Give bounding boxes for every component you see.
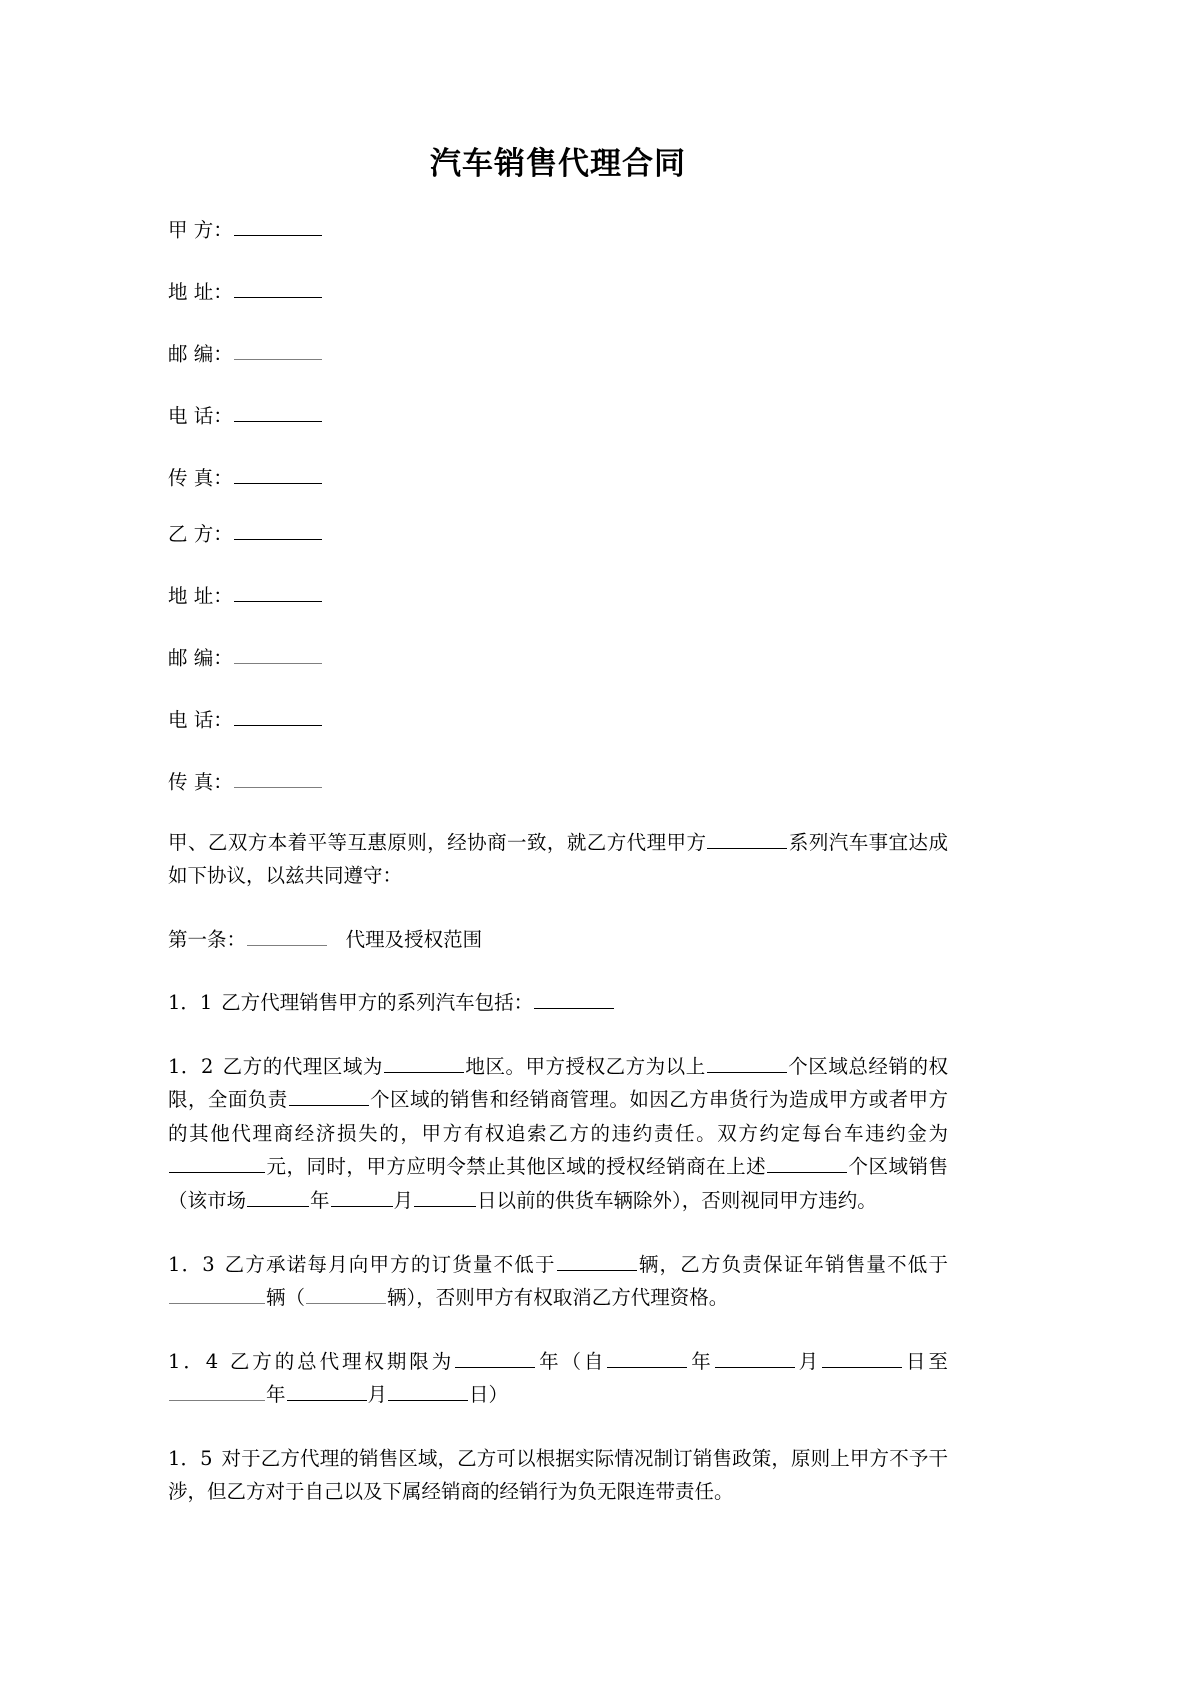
clause-1-4-text-5: 日至 bbox=[903, 1349, 948, 1373]
party-a-name-input[interactable] bbox=[234, 216, 322, 237]
party-b-name-row bbox=[168, 520, 948, 544]
party-b-field-group bbox=[168, 520, 948, 792]
clause-1-5 bbox=[168, 1412, 948, 1509]
clause-1-2-penalty-input[interactable] bbox=[169, 1153, 265, 1174]
party-a-postcode-label: 邮 编： bbox=[168, 342, 233, 366]
article-one-prefix: 第一条： bbox=[168, 927, 247, 951]
clause-1-3-annual-alt-input[interactable] bbox=[306, 1284, 386, 1305]
clause-1-2-text-8: 月 bbox=[393, 1189, 414, 1212]
clause-1-2-text-5: 元，同时，甲方应明令禁止其他区域的授权经销商在上述 bbox=[266, 1155, 767, 1179]
clause-1-3-number: 1．3 bbox=[168, 1252, 215, 1276]
party-a-field-group bbox=[168, 216, 948, 488]
party-a-address-label: 地 址： bbox=[168, 280, 233, 304]
party-a-name-row bbox=[168, 216, 948, 240]
clause-1-3-text-4: 辆），否则甲方有权取消乙方代理资格。 bbox=[387, 1286, 729, 1310]
party-b-address-input[interactable] bbox=[234, 582, 322, 603]
party-a-fax-row bbox=[168, 464, 948, 488]
clause-1-1-text-1: 乙方代理销售甲方的系列汽车包括： bbox=[221, 991, 534, 1015]
party-a-phone-row bbox=[168, 402, 948, 426]
clause-1-4-start-year-input[interactable] bbox=[607, 1347, 687, 1368]
clause-1-4-text-4: 月 bbox=[795, 1349, 822, 1373]
clause-1-2-region-input[interactable] bbox=[384, 1052, 464, 1073]
party-a-name-label: 甲 方： bbox=[168, 218, 233, 242]
preamble-series-input[interactable] bbox=[707, 828, 787, 849]
clause-1-2-day-input[interactable] bbox=[414, 1187, 476, 1208]
party-b-postcode-label: 邮 编： bbox=[168, 646, 233, 670]
clause-1-4-start-day-input[interactable] bbox=[822, 1347, 902, 1368]
party-b-postcode-row bbox=[168, 644, 948, 668]
party-b-address-row bbox=[168, 582, 948, 606]
clause-1-2-text-7: 年 bbox=[310, 1189, 330, 1212]
clause-1-3-monthly-input[interactable] bbox=[557, 1250, 637, 1271]
clause-1-2-text-3: 个区域总经销的权限，全面负责 bbox=[168, 1054, 948, 1112]
clause-1-2-number: 1．2 bbox=[168, 1054, 214, 1078]
clause-1-5-number: 1．5 bbox=[168, 1446, 213, 1470]
document-content bbox=[168, 0, 948, 1509]
party-b-phone-label: 电 话： bbox=[168, 708, 233, 732]
clause-1-3-text-1: 乙方承诺每月向甲方的订货量不低于 bbox=[223, 1252, 556, 1276]
preamble-text-1: 甲、乙双方本着平等互惠原则，经协商一致，就乙方代理甲方 bbox=[168, 830, 707, 854]
clause-1-3-text-3: 辆（ bbox=[266, 1286, 306, 1310]
party-b-fax-row bbox=[168, 768, 948, 792]
page-title: 汽车销售代理合同 bbox=[430, 146, 686, 182]
clause-1-1-number: 1．1 bbox=[168, 991, 213, 1015]
clause-1-4-text-1: 乙方的总代理权期限为 bbox=[226, 1349, 455, 1373]
clause-1-4-start-month-input[interactable] bbox=[715, 1347, 795, 1368]
clause-1-2-forbid-count-input[interactable] bbox=[767, 1153, 847, 1174]
party-b-name-label: 乙 方： bbox=[168, 522, 233, 546]
clause-1-4-end-month-input[interactable] bbox=[287, 1381, 367, 1402]
clause-1-4-end-day-input[interactable] bbox=[388, 1381, 468, 1402]
clause-1-2-year-input[interactable] bbox=[247, 1187, 309, 1208]
clause-1-4-text-7: 月 bbox=[367, 1383, 388, 1407]
party-b-fax-label: 传 真： bbox=[168, 770, 233, 794]
party-a-fax-input[interactable] bbox=[234, 464, 322, 485]
clause-1-3-annual-input[interactable] bbox=[169, 1284, 265, 1305]
party-a-address-row bbox=[168, 278, 948, 302]
clause-1-2-count-input[interactable] bbox=[707, 1052, 787, 1073]
party-a-address-input[interactable] bbox=[234, 278, 322, 299]
party-a-postcode-input[interactable] bbox=[234, 340, 322, 361]
party-b-address-label: 地 址： bbox=[168, 584, 233, 608]
party-a-postcode-row bbox=[168, 340, 948, 364]
clause-1-1-models-input[interactable] bbox=[534, 989, 614, 1010]
clause-1-2-manage-count-input[interactable] bbox=[289, 1086, 369, 1107]
clause-1-4-text-6: 年 bbox=[266, 1383, 286, 1407]
clause-1-4-text-8: 日） bbox=[469, 1383, 509, 1407]
clause-1-3 bbox=[168, 1218, 948, 1315]
party-a-phone-label: 电 话： bbox=[168, 404, 233, 428]
party-b-phone-input[interactable] bbox=[234, 706, 322, 727]
party-b-fax-input[interactable] bbox=[234, 768, 322, 789]
clause-1-4-term-input[interactable] bbox=[455, 1347, 535, 1368]
preamble-paragraph bbox=[168, 792, 948, 893]
clause-1-4-text-3: 年 bbox=[688, 1349, 714, 1373]
article-one-suffix: 代理及授权范围 bbox=[345, 927, 483, 951]
clause-1-2-text-9: 日以前的供货车辆除外），否则视同甲方违约。 bbox=[477, 1189, 877, 1212]
party-b-phone-row bbox=[168, 706, 948, 730]
clause-1-2 bbox=[168, 1020, 948, 1218]
party-b-name-input[interactable] bbox=[234, 520, 322, 541]
party-a-phone-input[interactable] bbox=[234, 402, 322, 423]
clause-1-4-text-2: 年（自 bbox=[536, 1349, 607, 1373]
clause-1-2-text-6: 个区域销售（该市场 bbox=[168, 1155, 948, 1212]
article-one-heading bbox=[168, 893, 948, 957]
preamble-text-2: 系列汽车事宜达成如下协议，以兹共同遵守： bbox=[168, 830, 948, 888]
clause-1-4 bbox=[168, 1315, 948, 1412]
party-a-fax-label: 传 真： bbox=[168, 466, 233, 490]
clause-1-2-month-input[interactable] bbox=[331, 1187, 393, 1208]
clause-1-3-text-2: 辆，乙方负责保证年销售量不低于 bbox=[637, 1252, 948, 1276]
clause-1-2-text-4: 个区域的销售和经销商管理。如因乙方串货行为造成甲方或者甲方的其他代理商经济损失的，甲方有权追索乙方的违约责任。双方约定每台车违约金为 bbox=[168, 1088, 948, 1145]
clause-1-4-end-year-input[interactable] bbox=[169, 1381, 265, 1402]
clause-1-2-text-1: 乙方的代理区域为 bbox=[222, 1054, 383, 1078]
article-one-input[interactable] bbox=[247, 925, 327, 946]
clause-1-1 bbox=[168, 956, 948, 1020]
party-b-postcode-input[interactable] bbox=[234, 644, 322, 665]
clause-1-2-text-2: 地区。甲方授权乙方为以上 bbox=[464, 1054, 706, 1078]
clause-1-5-text-1: 对于乙方代理的销售区域，乙方可以根据实际情况制订销售政策，原则上甲方不予干涉，但乙方对于自己以及下属经销商的经销行为负无限连带责任。 bbox=[168, 1446, 948, 1504]
clause-1-4-number: 1．4 bbox=[168, 1349, 219, 1373]
